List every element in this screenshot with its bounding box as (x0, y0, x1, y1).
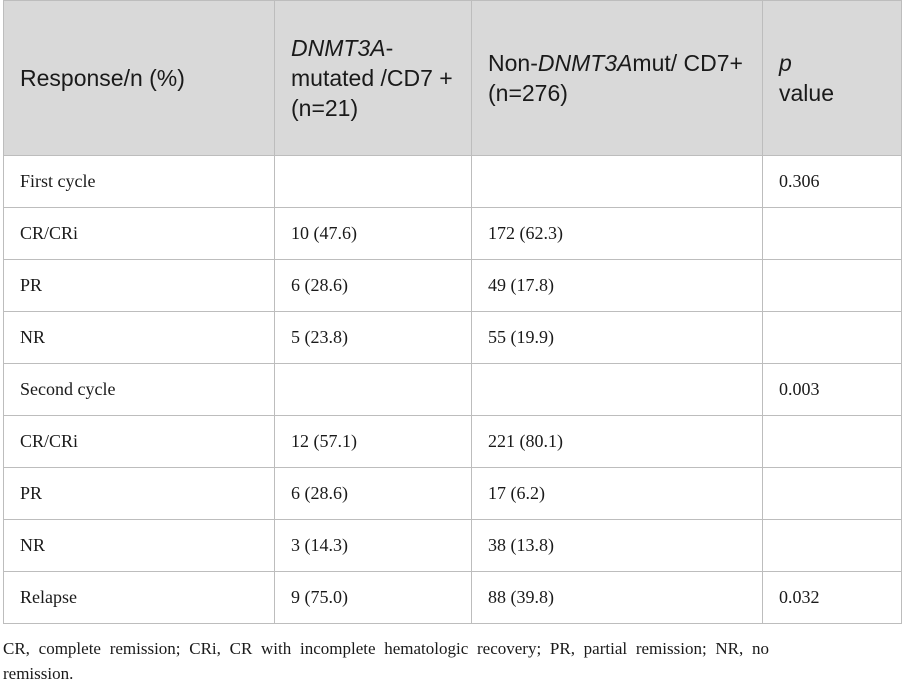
cell-p-value (763, 468, 902, 520)
cell-non-dnmt3a (472, 156, 763, 208)
cell-non-dnmt3a: 49 (17.8) (472, 260, 763, 312)
header-non-dnmt3a (472, 1, 763, 156)
cell-response: PR (4, 468, 275, 520)
table-row (4, 572, 902, 624)
cell-dnmt3a-mutated: 3 (14.3) (275, 520, 472, 572)
header-non-dnmt3a-label: mut/ CD7+(n=276) (488, 50, 743, 106)
table-body (4, 156, 902, 624)
cell-non-dnmt3a: 17 (6.2) (472, 468, 763, 520)
cell-p-value (763, 520, 902, 572)
table-row (4, 260, 902, 312)
cell-non-dnmt3a: 38 (13.8) (472, 520, 763, 572)
cell-p-value (763, 416, 902, 468)
response-table (3, 0, 902, 624)
cell-p-value (763, 312, 902, 364)
cell-non-dnmt3a: 172 (62.3) (472, 208, 763, 260)
cell-response: Second cycle (4, 364, 275, 416)
header-response: Response/n (%) (4, 1, 275, 156)
header-dnmt3a-mutated (275, 1, 472, 156)
cell-p-value (763, 260, 902, 312)
cell-response: CR/CRi (4, 416, 275, 468)
cell-p-value: 0.003 (763, 364, 902, 416)
table-row (4, 468, 902, 520)
header-dnmt3a-mutated-label: -mutated /CD7 +(n=21) (291, 35, 453, 121)
cell-non-dnmt3a: 221 (80.1) (472, 416, 763, 468)
cell-response: PR (4, 260, 275, 312)
cell-dnmt3a-mutated: 12 (57.1) (275, 416, 472, 468)
cell-dnmt3a-mutated: 9 (75.0) (275, 572, 472, 624)
header-value: value (779, 80, 834, 106)
cell-dnmt3a-mutated: 6 (28.6) (275, 468, 472, 520)
cell-dnmt3a-mutated (275, 156, 472, 208)
cell-dnmt3a-mutated: 6 (28.6) (275, 260, 472, 312)
header-non-prefix: Non- (488, 50, 538, 76)
table-footnote: CR, complete remission; CRi, CR with incomplete hematologic recovery; PR, partial remission; NR, no remission. (3, 639, 769, 683)
header-row (4, 1, 902, 156)
table-row (4, 312, 902, 364)
table-row (4, 156, 902, 208)
header-p-value (763, 1, 902, 156)
cell-non-dnmt3a: 55 (19.9) (472, 312, 763, 364)
table-row (4, 364, 902, 416)
header-p: p (779, 50, 792, 76)
cell-p-value (763, 208, 902, 260)
cell-response: CR/CRi (4, 208, 275, 260)
cell-response: NR (4, 312, 275, 364)
table-row (4, 416, 902, 468)
cell-response: Relapse (4, 572, 275, 624)
cell-dnmt3a-mutated: 10 (47.6) (275, 208, 472, 260)
header-non-dnmt3a-gene: DNMT3A (537, 50, 633, 76)
table-row (4, 520, 902, 572)
table-row (4, 208, 902, 260)
cell-dnmt3a-mutated (275, 364, 472, 416)
cell-dnmt3a-mutated: 5 (23.8) (275, 312, 472, 364)
cell-p-value: 0.306 (763, 156, 902, 208)
results-table-container (3, 0, 834, 624)
cell-non-dnmt3a (472, 364, 763, 416)
cell-non-dnmt3a: 88 (39.8) (472, 572, 763, 624)
header-dnmt3a-gene: DNMT3A (291, 35, 386, 61)
cell-response: First cycle (4, 156, 275, 208)
cell-response: NR (4, 520, 275, 572)
cell-p-value: 0.032 (763, 572, 902, 624)
